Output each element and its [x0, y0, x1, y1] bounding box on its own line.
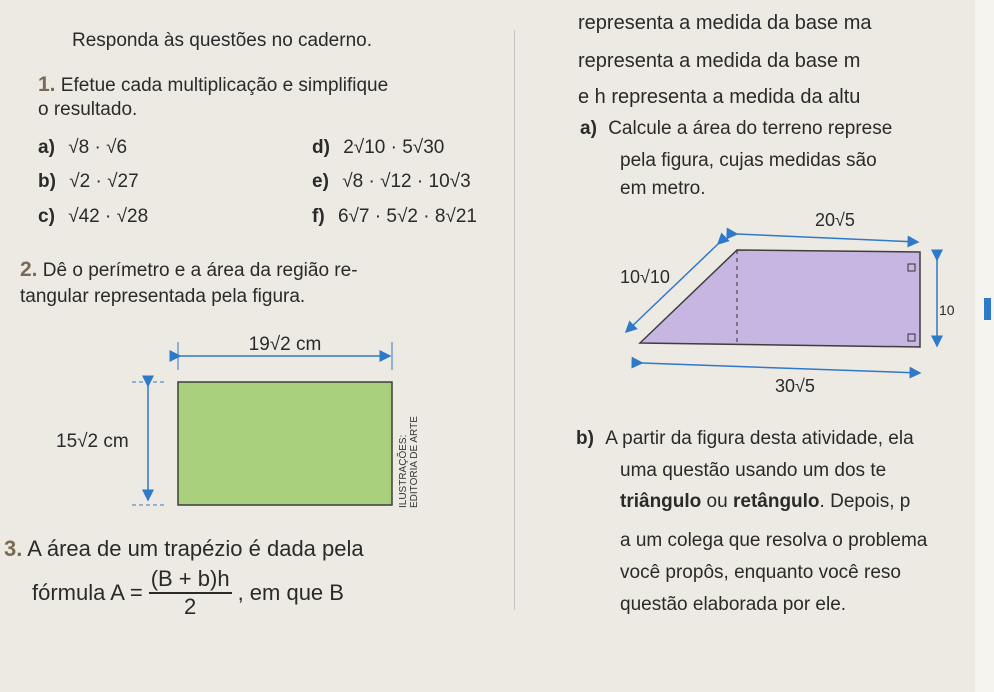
qb-line5: você propôs, enquanto você reso: [620, 562, 901, 583]
trap-slant-label: 10√10: [620, 267, 670, 287]
trap-top-arrow: [737, 234, 918, 242]
trap-bottom-label: 30√5: [775, 376, 815, 396]
qa-line2: pela figura, cujas medidas são: [620, 150, 877, 171]
q1-item-f-expr: 6√7 · 5√2 · 8√21: [337, 206, 477, 227]
q1-item-b: [38, 171, 139, 193]
q3-suffix: , em que B: [237, 580, 344, 605]
intro-text: Responda às questões no caderno.: [72, 30, 372, 51]
qb-line2: uma questão usando um dos te: [620, 460, 887, 481]
question-1: [38, 73, 388, 97]
q3-denominator: 2: [184, 594, 197, 619]
q1-item-c-label: c): [38, 206, 55, 227]
credit-line-2: EDITORIA DE ARTE: [409, 416, 420, 508]
q2-number: 2.: [20, 258, 38, 281]
q1-item-f: [312, 206, 477, 228]
q1-line2: o resultado.: [38, 99, 138, 120]
qb-or: ou: [701, 491, 733, 512]
q1-item-d-expr: 2√10 · 5√30: [343, 137, 445, 158]
q1-number: 1.: [38, 73, 56, 96]
question-2: [20, 258, 358, 282]
q3-numerator: (B + b)h: [149, 566, 232, 594]
q1-line1: Efetue cada multiplicação e simplifique: [60, 75, 389, 96]
right-line-3: e h representa a medida da altu: [578, 86, 861, 108]
q1-item-e-expr: √8 · √12 · 10√3: [342, 171, 471, 192]
q2-line2: tangular representada pela figura.: [20, 286, 306, 307]
q3-formula-prefix: fórmula A =: [32, 580, 143, 605]
rect-width-label: 19√2 cm: [248, 334, 322, 355]
q3-line1: A área de um trapézio é dada pela: [27, 536, 364, 561]
right-line-1: representa a medida da base ma: [578, 12, 872, 34]
q3-formula-line: [32, 566, 344, 620]
trap-top-label: 20√5: [815, 210, 855, 230]
qa-line1: Calcule a área do terreno represe: [608, 118, 893, 139]
q1-item-e: [312, 171, 471, 193]
qb-line1: A partir da figura desta atividade, ela: [605, 428, 914, 449]
q1-item-a-label: a): [38, 137, 55, 158]
qb-line6: questão elaborada por ele.: [620, 594, 847, 615]
page-edge: [975, 0, 994, 692]
trapezoid-figure: [600, 200, 970, 400]
q1-item-a: [38, 137, 127, 159]
side-marker: [984, 298, 991, 320]
q1-item-f-label: f): [312, 206, 325, 227]
question-3: [4, 536, 364, 562]
green-rectangle: [178, 382, 392, 505]
trap-height-label: 10: [939, 302, 955, 318]
q2-line1: Dê o perímetro e a área da região re-: [42, 260, 358, 281]
column-divider: [514, 30, 515, 610]
qb-term-triangle: triângulo: [620, 491, 702, 512]
qa-line3: em metro.: [620, 178, 706, 199]
q3-number: 3.: [4, 536, 23, 561]
credit-line-1: ILUSTRAÇÕES:: [398, 434, 409, 508]
qb-line4: a um colega que resolva o problema: [620, 530, 928, 551]
q1-item-c: [38, 206, 148, 228]
q1-item-b-label: b): [38, 171, 56, 192]
qb-term-rectangle: retângulo: [732, 491, 820, 512]
q1-item-b-expr: √2 · √27: [69, 171, 139, 192]
qb-line3-post: . Depois, p: [819, 491, 911, 512]
qa-label: a): [580, 118, 597, 139]
q1-item-d: [312, 137, 444, 159]
q1-item-c-expr: √42 · √28: [68, 206, 149, 227]
qb-label: b): [576, 428, 594, 449]
question-b: [576, 428, 914, 450]
qb-line3: [620, 491, 910, 513]
q3-fraction: [149, 566, 232, 620]
trap-bottom-arrow: [642, 363, 920, 373]
q1-item-e-label: e): [312, 171, 329, 192]
q1-item-a-expr: √8 · √6: [68, 137, 128, 158]
purple-trapezoid: [640, 250, 920, 347]
question-a: [580, 118, 892, 140]
rectangle-figure: [0, 330, 514, 520]
q1-item-d-label: d): [312, 137, 330, 158]
right-line-2: representa a medida da base m: [578, 50, 861, 72]
rect-height-label: 15√2 cm: [56, 431, 129, 452]
